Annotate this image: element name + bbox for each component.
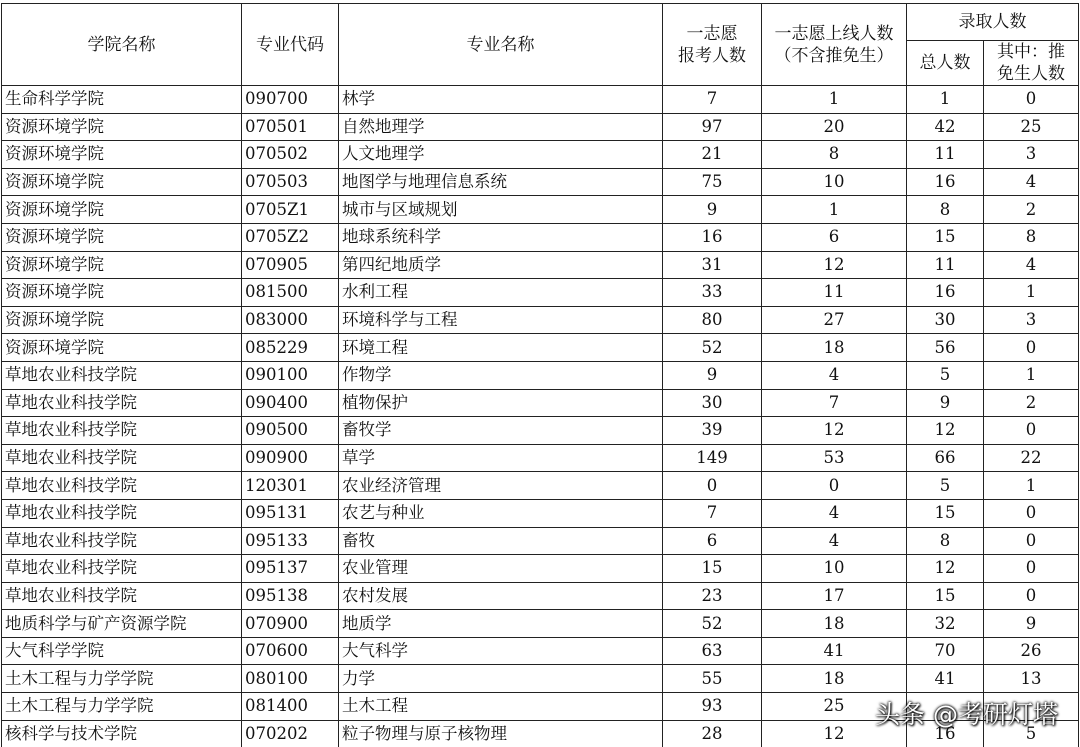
cell-admitted-exempt: 0 — [984, 86, 1079, 114]
cell-admitted-exempt: 0 — [984, 582, 1079, 610]
cell-admitted-total: 66 — [907, 444, 984, 472]
cell-college: 资源环境学院 — [2, 334, 242, 362]
cell-admitted-total: 16 — [907, 168, 984, 196]
cell-applicants: 28 — [663, 720, 762, 747]
cell-passed: 6 — [762, 223, 907, 251]
cell-major: 农业经济管理 — [339, 472, 663, 500]
table-row — [2, 582, 1079, 610]
cell-code: 090100 — [242, 361, 339, 389]
cell-applicants: 23 — [663, 582, 762, 610]
table-row — [2, 444, 1079, 472]
cell-major: 农村发展 — [339, 582, 663, 610]
cell-applicants: 63 — [663, 637, 762, 665]
cell-applicants: 33 — [663, 279, 762, 307]
cell-passed: 41 — [762, 637, 907, 665]
cell-admitted-total: 5 — [907, 472, 984, 500]
header-college: 学院名称 — [2, 4, 242, 86]
cell-passed: 12 — [762, 720, 907, 747]
cell-major: 地图学与地理信息系统 — [339, 168, 663, 196]
cell-passed: 11 — [762, 279, 907, 307]
cell-major: 草学 — [339, 444, 663, 472]
header-admitted-exempt-line1: 其中：推 — [997, 42, 1065, 62]
cell-admitted-exempt: 4 — [984, 168, 1079, 196]
cell-college: 核科学与技术学院 — [2, 720, 242, 747]
cell-code: 120301 — [242, 472, 339, 500]
header-passed-line1: 一志愿上线人数 — [774, 23, 894, 44]
cell-major: 林学 — [339, 86, 663, 114]
cell-passed: 17 — [762, 582, 907, 610]
table-body — [2, 86, 1079, 747]
table-row — [2, 279, 1079, 307]
cell-admitted-total: 12 — [907, 555, 984, 583]
header-passed-line2: （不含推免生） — [774, 45, 894, 66]
cell-applicants: 55 — [663, 665, 762, 693]
cell-code: 080100 — [242, 665, 339, 693]
cell-admitted-exempt: 0 — [984, 499, 1079, 527]
cell-code: 090500 — [242, 417, 339, 445]
cell-code: 070501 — [242, 113, 339, 141]
cell-admitted-exempt: 5 — [984, 720, 1079, 747]
cell-passed: 12 — [762, 417, 907, 445]
table-row — [2, 665, 1079, 693]
cell-admitted-exempt: 22 — [984, 444, 1079, 472]
cell-major: 植物保护 — [339, 389, 663, 417]
cell-admitted-exempt: 1 — [984, 472, 1079, 500]
cell-code: 090700 — [242, 86, 339, 114]
header-major: 专业名称 — [339, 4, 663, 86]
cell-major: 水利工程 — [339, 279, 663, 307]
table-row — [2, 472, 1079, 500]
cell-passed: 12 — [762, 251, 907, 279]
cell-code: 081400 — [242, 693, 339, 721]
cell-major: 土木工程 — [339, 693, 663, 721]
cell-admitted-total: 5 — [907, 361, 984, 389]
cell-code: 070905 — [242, 251, 339, 279]
cell-applicants: 15 — [663, 555, 762, 583]
cell-admitted-exempt: 2 — [984, 196, 1079, 224]
cell-applicants: 39 — [663, 417, 762, 445]
header-applicants — [663, 4, 762, 86]
cell-code: 083000 — [242, 306, 339, 334]
cell-major: 自然地理学 — [339, 113, 663, 141]
cell-major: 农艺与种业 — [339, 499, 663, 527]
table-row — [2, 610, 1079, 638]
table-row — [2, 306, 1079, 334]
cell-code: 070900 — [242, 610, 339, 638]
table-row — [2, 196, 1079, 224]
cell-applicants: 52 — [663, 334, 762, 362]
header-admitted-group: 录取人数 — [907, 4, 1079, 41]
cell-admitted-exempt: 4 — [984, 251, 1079, 279]
cell-college: 草地农业科技学院 — [2, 499, 242, 527]
cell-college: 土木工程与力学学院 — [2, 665, 242, 693]
cell-applicants: 16 — [663, 223, 762, 251]
table-row — [2, 251, 1079, 279]
cell-code: 095137 — [242, 555, 339, 583]
cell-college: 草地农业科技学院 — [2, 555, 242, 583]
cell-college: 资源环境学院 — [2, 113, 242, 141]
table-row — [2, 637, 1079, 665]
cell-admitted-exempt: 0 — [984, 334, 1079, 362]
cell-passed: 1 — [762, 196, 907, 224]
cell-major: 力学 — [339, 665, 663, 693]
cell-major: 地球系统科学 — [339, 223, 663, 251]
header-applicants-line2: 报考人数 — [678, 45, 746, 66]
cell-admitted-total: 15 — [907, 223, 984, 251]
cell-code: 095133 — [242, 527, 339, 555]
cell-major: 第四纪地质学 — [339, 251, 663, 279]
cell-college: 资源环境学院 — [2, 306, 242, 334]
cell-admitted-exempt: 1 — [984, 279, 1079, 307]
cell-admitted-exempt: 0 — [984, 555, 1079, 583]
cell-major: 农业管理 — [339, 555, 663, 583]
cell-major: 城市与区域规划 — [339, 196, 663, 224]
table-row — [2, 141, 1079, 169]
cell-code: 0705Z2 — [242, 223, 339, 251]
cell-applicants: 0 — [663, 472, 762, 500]
header-admitted-exempt — [984, 41, 1079, 86]
cell-admitted-exempt: 3 — [984, 141, 1079, 169]
cell-code: 085229 — [242, 334, 339, 362]
cell-college: 资源环境学院 — [2, 141, 242, 169]
cell-passed: 7 — [762, 389, 907, 417]
table-row — [2, 499, 1079, 527]
cell-applicants: 75 — [663, 168, 762, 196]
cell-college: 资源环境学院 — [2, 168, 242, 196]
table-row — [2, 334, 1079, 362]
cell-code: 090900 — [242, 444, 339, 472]
table-row — [2, 361, 1079, 389]
cell-college: 草地农业科技学院 — [2, 444, 242, 472]
cell-major: 地质学 — [339, 610, 663, 638]
cell-major: 畜牧学 — [339, 417, 663, 445]
cell-passed: 53 — [762, 444, 907, 472]
cell-admitted-exempt: 0 — [984, 527, 1079, 555]
cell-passed: 25 — [762, 693, 907, 721]
cell-admitted-exempt: 26 — [984, 637, 1079, 665]
cell-applicants: 97 — [663, 113, 762, 141]
cell-admitted-exempt: 0 — [984, 417, 1079, 445]
cell-applicants: 80 — [663, 306, 762, 334]
cell-applicants: 7 — [663, 86, 762, 114]
cell-college: 地质科学与矿产资源学院 — [2, 610, 242, 638]
cell-major: 作物学 — [339, 361, 663, 389]
cell-admitted-total: 1 — [907, 86, 984, 114]
cell-code: 095138 — [242, 582, 339, 610]
cell-admitted-total: 41 — [907, 665, 984, 693]
cell-major: 环境工程 — [339, 334, 663, 362]
cell-code: 070502 — [242, 141, 339, 169]
cell-admitted-total: 15 — [907, 499, 984, 527]
cell-code: 090400 — [242, 389, 339, 417]
cell-passed: 4 — [762, 361, 907, 389]
cell-code: 0705Z1 — [242, 196, 339, 224]
cell-major: 环境科学与工程 — [339, 306, 663, 334]
cell-applicants: 9 — [663, 361, 762, 389]
cell-major: 大气科学 — [339, 637, 663, 665]
cell-code: 095131 — [242, 499, 339, 527]
cell-admitted-total: 16 — [907, 279, 984, 307]
cell-applicants: 149 — [663, 444, 762, 472]
cell-applicants: 31 — [663, 251, 762, 279]
table-row — [2, 113, 1079, 141]
cell-admitted-total: 32 — [907, 610, 984, 638]
cell-passed: 18 — [762, 610, 907, 638]
cell-college: 草地农业科技学院 — [2, 527, 242, 555]
cell-admitted-total: 42 — [907, 113, 984, 141]
cell-college: 资源环境学院 — [2, 223, 242, 251]
cell-college: 草地农业科技学院 — [2, 389, 242, 417]
cell-admitted-total: 15 — [907, 582, 984, 610]
cell-college: 草地农业科技学院 — [2, 417, 242, 445]
table-header — [2, 4, 1079, 86]
cell-code: 070600 — [242, 637, 339, 665]
cell-college: 大气科学学院 — [2, 637, 242, 665]
cell-admitted-total: 11 — [907, 141, 984, 169]
table-row — [2, 389, 1079, 417]
cell-admitted-total: 8 — [907, 527, 984, 555]
cell-passed: 8 — [762, 141, 907, 169]
cell-applicants: 7 — [663, 499, 762, 527]
cell-passed: 20 — [762, 113, 907, 141]
cell-admitted-total: 70 — [907, 637, 984, 665]
cell-passed: 1 — [762, 86, 907, 114]
watermark: 头条 @考研灯塔 — [875, 700, 1058, 729]
cell-applicants: 21 — [663, 141, 762, 169]
cell-applicants: 52 — [663, 610, 762, 638]
cell-major: 粒子物理与原子核物理 — [339, 720, 663, 747]
header-code: 专业代码 — [242, 4, 339, 86]
table-row — [2, 86, 1079, 114]
cell-applicants: 30 — [663, 389, 762, 417]
cell-admitted-total: 11 — [907, 251, 984, 279]
cell-major: 人文地理学 — [339, 141, 663, 169]
cell-admitted-total: 8 — [907, 196, 984, 224]
cell-college: 资源环境学院 — [2, 196, 242, 224]
header-passed — [762, 4, 907, 86]
table-row — [2, 168, 1079, 196]
cell-passed: 0 — [762, 472, 907, 500]
cell-passed: 18 — [762, 665, 907, 693]
cell-college: 资源环境学院 — [2, 251, 242, 279]
cell-admitted-exempt: 8 — [984, 223, 1079, 251]
cell-major: 畜牧 — [339, 527, 663, 555]
cell-code: 070503 — [242, 168, 339, 196]
cell-admitted-total: 9 — [907, 389, 984, 417]
cell-applicants: 6 — [663, 527, 762, 555]
cell-admitted-exempt: 9 — [984, 610, 1079, 638]
cell-code: 081500 — [242, 279, 339, 307]
cell-admitted-total: 12 — [907, 417, 984, 445]
cell-passed: 4 — [762, 499, 907, 527]
table-row — [2, 223, 1079, 251]
cell-applicants: 93 — [663, 693, 762, 721]
header-admitted-exempt-line2: 免生人数 — [997, 64, 1065, 84]
cell-admitted-exempt: 1 — [984, 361, 1079, 389]
cell-passed: 10 — [762, 168, 907, 196]
cell-passed: 27 — [762, 306, 907, 334]
cell-passed: 10 — [762, 555, 907, 583]
cell-college: 资源环境学院 — [2, 279, 242, 307]
table-row — [2, 527, 1079, 555]
cell-college: 土木工程与力学学院 — [2, 693, 242, 721]
cell-code: 070202 — [242, 720, 339, 747]
table-row — [2, 555, 1079, 583]
cell-college: 草地农业科技学院 — [2, 361, 242, 389]
cell-passed: 18 — [762, 334, 907, 362]
admissions-table — [1, 3, 1079, 747]
cell-admitted-exempt: 25 — [984, 113, 1079, 141]
cell-passed: 4 — [762, 527, 907, 555]
cell-admitted-total: 16 — [907, 720, 984, 747]
cell-admitted-total: 56 — [907, 334, 984, 362]
cell-college: 生命科学学院 — [2, 86, 242, 114]
cell-college: 草地农业科技学院 — [2, 472, 242, 500]
table-row — [2, 417, 1079, 445]
cell-admitted-exempt: 3 — [984, 306, 1079, 334]
header-admitted-total: 总人数 — [907, 41, 984, 86]
cell-admitted-exempt: 13 — [984, 665, 1079, 693]
cell-applicants: 9 — [663, 196, 762, 224]
cell-college: 草地农业科技学院 — [2, 582, 242, 610]
cell-admitted-total: 30 — [907, 306, 984, 334]
header-applicants-line1: 一志愿 — [686, 23, 738, 44]
cell-admitted-exempt: 2 — [984, 389, 1079, 417]
